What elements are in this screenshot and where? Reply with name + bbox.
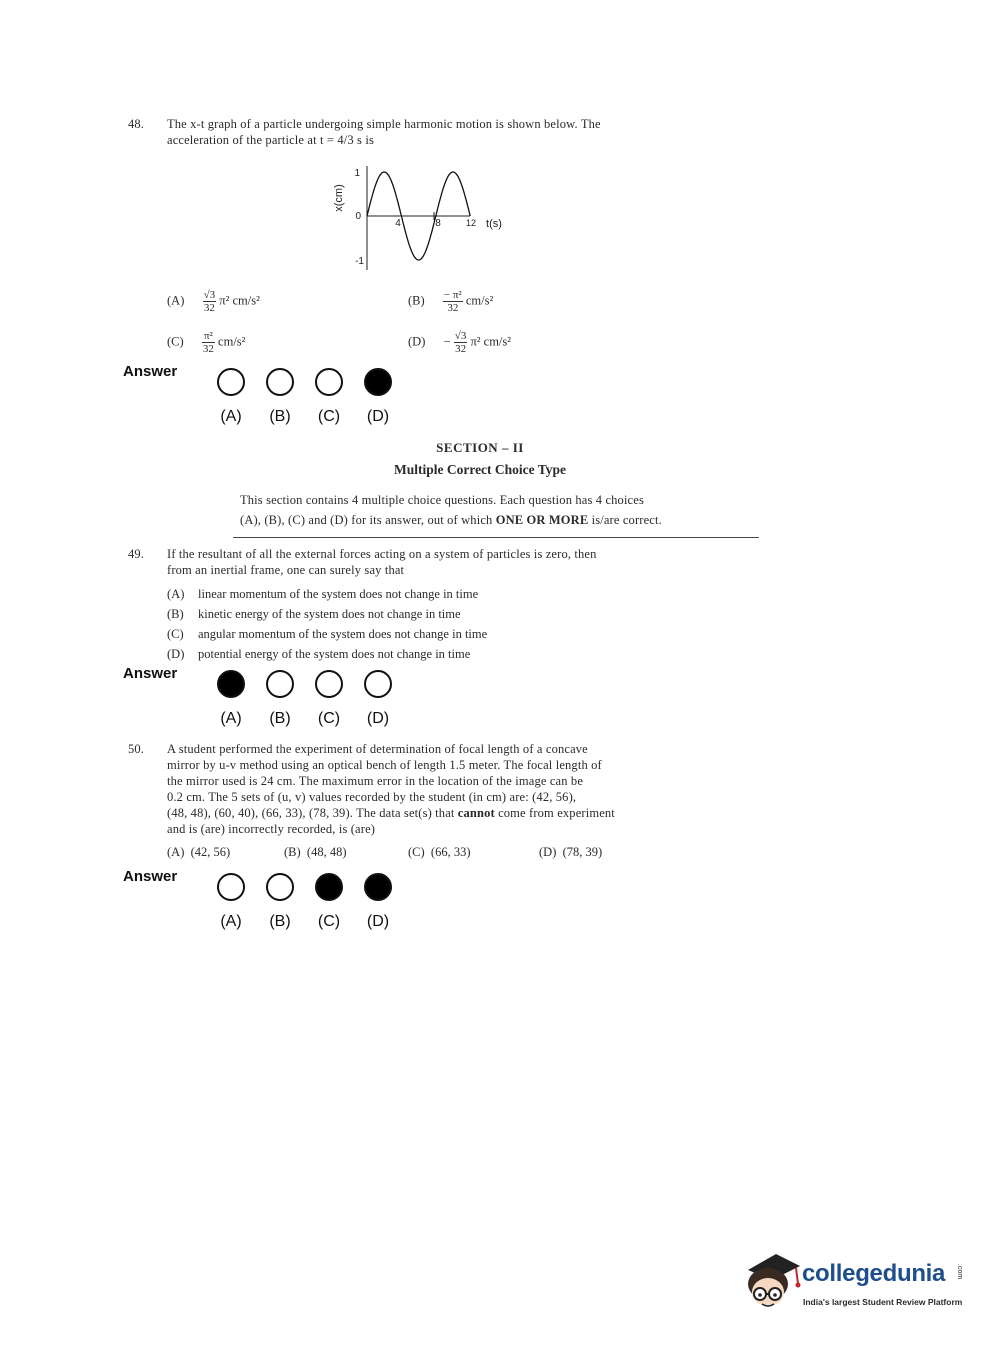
question-49-line-2: from an inertial frame, one can surely say that: [167, 563, 405, 577]
question-48-number: 48.: [128, 117, 145, 131]
question-50-line-2: mirror by u-v method using an optical bench of length 1.5 meter. The focal length of: [167, 758, 602, 772]
question-49-line-1: If the resultant of all the external forces acting on a system of particles is zero, then: [167, 547, 597, 561]
q49-option-b: (B) kinetic energy of the system does not change in time: [167, 607, 461, 621]
graph-x-tick-4: 4: [395, 218, 401, 229]
q48-option-b: [408, 289, 493, 314]
q50-option-d: (D) (78, 39): [539, 845, 603, 859]
q49-answer-letter-a: (A): [220, 710, 242, 727]
q49-option-a: (A) linear momentum of the system does not change in time: [167, 587, 479, 601]
q50-option-c: (C) (66, 33): [408, 845, 471, 859]
question-50-number: 50.: [128, 742, 145, 756]
shm-graph: [330, 158, 530, 278]
q50-answer-label: Answer: [123, 868, 178, 885]
q49-answer-bubble-a[interactable]: [217, 670, 245, 698]
q48-answer-bubble-a[interactable]: [217, 368, 245, 396]
q50-answer-letter-a: (A): [220, 913, 242, 930]
q48-option-d-unit: π² cm/s²: [470, 334, 512, 349]
q49-option-d: (D) potential energy of the system does not change in time: [167, 647, 471, 661]
section-description: [240, 490, 770, 530]
question-50-text: [167, 741, 707, 837]
q48-option-d: [408, 330, 511, 355]
question-50-line-1: A student performed the experiment of determination of focal length of a concave: [167, 742, 588, 756]
question-48-line-2: acceleration of the particle at t = 4/3 s is: [167, 133, 374, 147]
q48-option-c-label: (C): [167, 334, 184, 349]
q48-answer-letter-c: (C): [317, 408, 341, 425]
q49-answer-letter-d: (D): [366, 710, 390, 727]
q48-option-c-fraction: $\frac{\text{π²}}{32}$: [202, 330, 214, 355]
graph-y-tick-top: 1: [354, 168, 360, 179]
question-50-line-5: (48, 48), (60, 40), (66, 33), (78, 39). The data set(s) that cannot come from experiment: [167, 806, 615, 820]
q48-option-b-fraction: $\frac{\text{− π²}}{32}$: [443, 289, 462, 314]
q50-answer-letter-b: (B): [269, 913, 291, 930]
q50-option-b: (B) (48, 48): [284, 845, 347, 859]
q50-answer-bubble-c[interactable]: [315, 873, 343, 901]
section-title: SECTION – II: [436, 440, 524, 455]
q49-answer-bubble-b[interactable]: [266, 670, 294, 698]
section-divider: [233, 537, 759, 538]
q49-answer-bubble-c[interactable]: [315, 670, 343, 698]
q48-option-a-fraction: $\frac{√3}{32}$: [203, 289, 216, 314]
question-49-number: 49.: [128, 547, 145, 561]
q48-answer-bubble-d[interactable]: [364, 368, 392, 396]
q48-option-c: [167, 330, 245, 355]
brand-suffix: .com: [956, 1264, 963, 1280]
question-50-line-4: 0.2 cm. The 5 sets of (u, v) values recorded by the student (in cm) are: (42, 56),: [167, 790, 577, 804]
q50-answer-bubble-a[interactable]: [217, 873, 245, 901]
q49-option-c: (C) angular momentum of the system does not change in time: [167, 627, 488, 641]
collegedunia-logo: [742, 1250, 977, 1318]
graph-x-tick-12: 12: [465, 218, 477, 228]
q48-option-d-sign: −: [443, 334, 451, 349]
q49-options: [167, 584, 667, 664]
graph-y-tick-zero: 0: [355, 211, 361, 222]
brand-tagline: India's largest Student Review Platform: [803, 1297, 963, 1307]
q49-answer-letter-b: (B): [269, 710, 291, 727]
q48-answer-bubble-c[interactable]: [315, 368, 343, 396]
question-49-text: [167, 546, 707, 578]
question-48-text: [167, 116, 707, 148]
q50-answer-bubble-d[interactable]: [364, 873, 392, 901]
q48-option-d-label: (D): [408, 334, 426, 349]
q48-answer-letter-a: (A): [220, 408, 242, 425]
question-50-line-3: the mirror used is 24 cm. The maximum error in the location of the image can be: [167, 774, 584, 788]
q50-answer-letter-d: (D): [366, 913, 390, 930]
q48-answer-letter-d: (D): [366, 408, 390, 425]
graph-y-tick-bottom: -1: [355, 256, 364, 267]
section-subtitle: Multiple Correct Choice Type: [393, 462, 567, 477]
q49-answer-label: Answer: [123, 665, 178, 682]
q49-answer-bubble-d[interactable]: [364, 670, 392, 698]
question-50-line-6: and is (are) incorrectly recorded, is (are): [167, 822, 376, 836]
graph-x-label: t(s): [486, 218, 502, 230]
q48-option-c-unit: cm/s²: [218, 334, 246, 349]
question-48-line-1: The x-t graph of a particle undergoing simple harmonic motion is shown below. The: [167, 117, 601, 131]
q49-answer-letter-c: (C): [317, 710, 341, 727]
q48-option-a-unit: π² cm/s²: [219, 293, 260, 308]
graph-y-label: x(cm): [333, 184, 345, 212]
q48-answer-letter-b: (B): [269, 408, 291, 425]
brand-name: collegedunia: [802, 1260, 946, 1287]
q48-option-a-label: (A): [167, 293, 185, 308]
q48-option-d-fraction: $\frac{√3}{32}$: [454, 330, 467, 355]
q50-answer-letter-c: (C): [317, 913, 341, 930]
q48-option-a: [167, 289, 260, 314]
q48-answer-label: Answer: [123, 363, 178, 380]
graph-x-tick-8: 8: [435, 218, 441, 229]
q48-option-b-unit: cm/s²: [465, 293, 494, 308]
q50-option-a: (A) (42, 56): [167, 845, 231, 859]
section-description-line-2: (A), (B), (C) and (D) for its answer, out of which ONE OR MORE is/are correct.: [240, 513, 662, 527]
section-description-line-1: This section contains 4 multiple choice questions. Each question has 4 choices: [240, 493, 644, 507]
q50-answer-bubble-b[interactable]: [266, 873, 294, 901]
q48-answer-bubble-b[interactable]: [266, 368, 294, 396]
mascot-icon: [742, 1250, 802, 1316]
q48-option-b-label: (B): [408, 293, 425, 308]
